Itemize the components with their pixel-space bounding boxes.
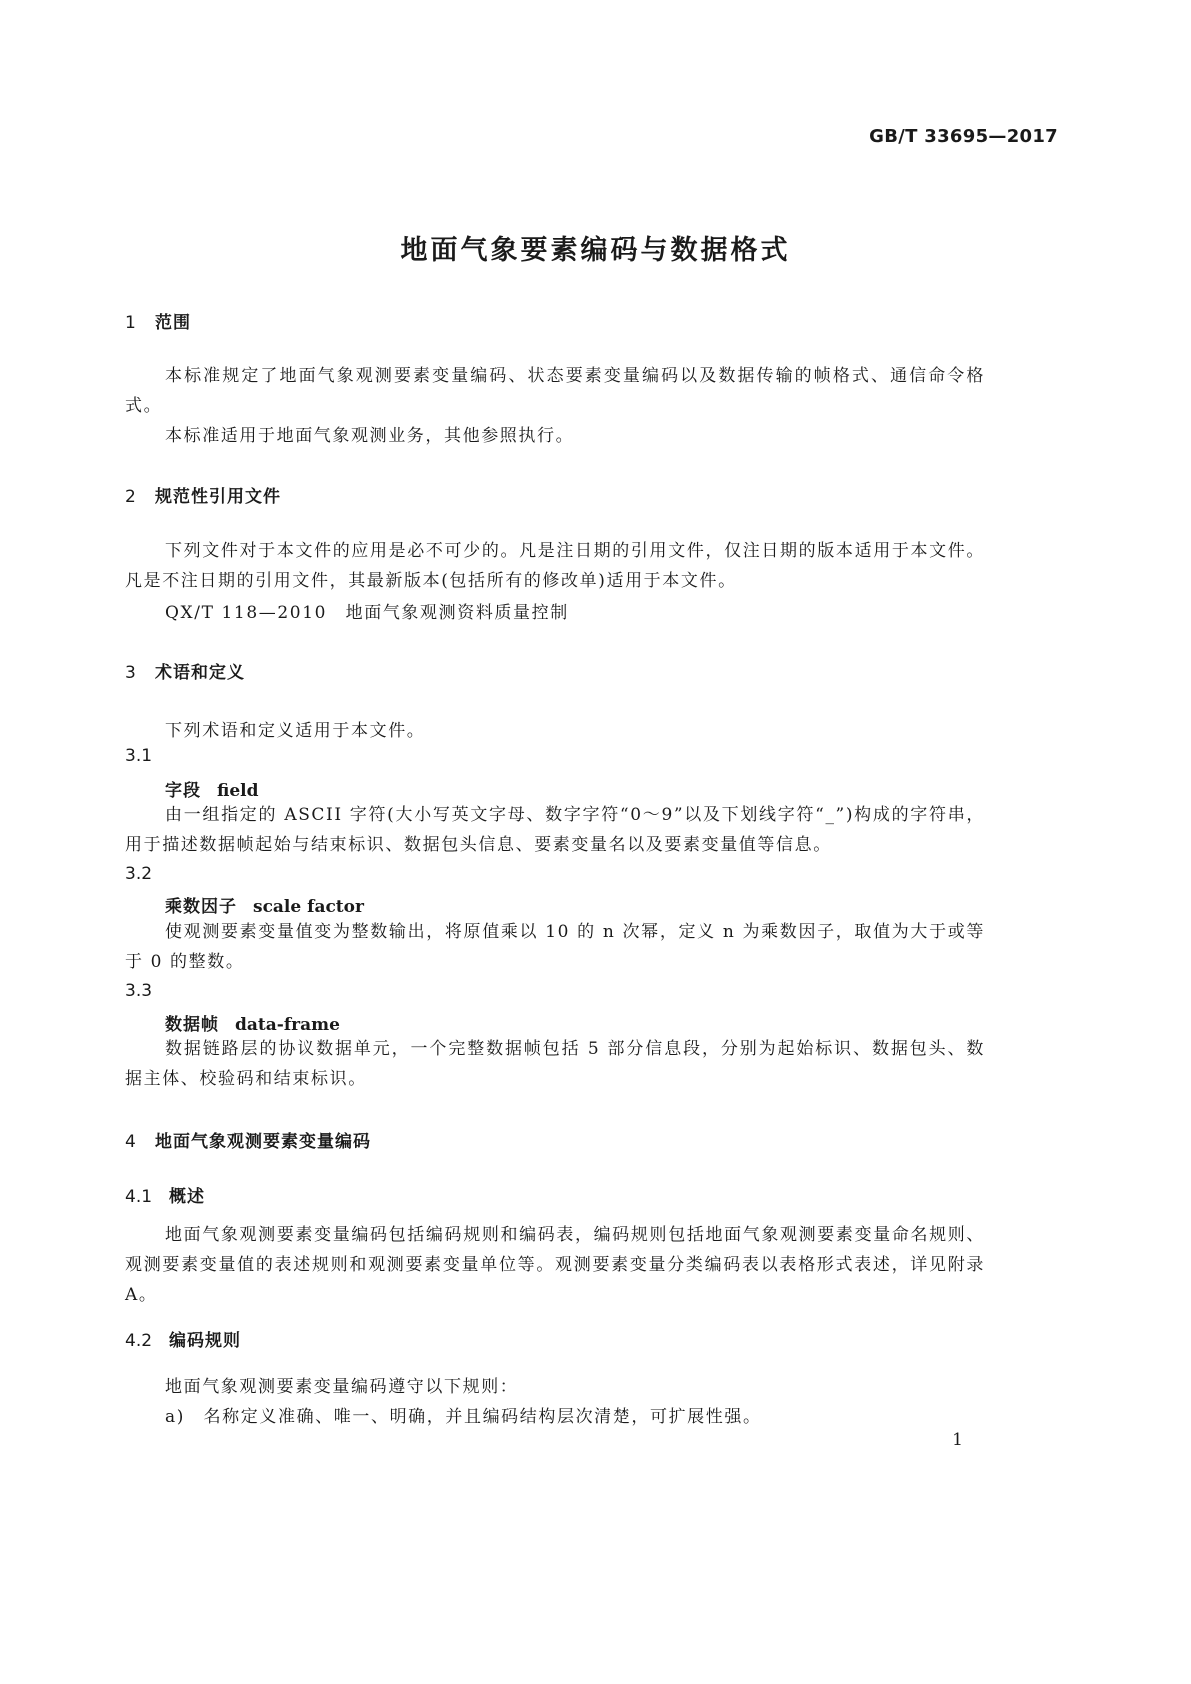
section-title: 地面气象观测要素变量编码: [155, 1132, 371, 1152]
term-chinese: 乘数因子: [165, 897, 237, 917]
subsection-number: 4.1: [125, 1187, 153, 1207]
term-heading: [165, 1010, 340, 1035]
normative-reference: QX/T 118—2010 地面气象观测资料质量控制: [165, 603, 569, 623]
page-number: 1: [952, 1430, 963, 1450]
section-title: 范围: [155, 313, 191, 333]
list-item-a: a) 名称定义准确、唯一、明确，并且编码结构层次清楚，可扩展性强。: [165, 1407, 762, 1427]
term-number: 3.1: [125, 746, 153, 766]
section-title: 术语和定义: [155, 663, 245, 683]
term-chinese: 字段: [165, 781, 201, 801]
subsection-4-1-paragraph: 地面气象观测要素变量编码包括编码规则和编码表，编码规则包括地面气象观测要素变量命名规则、观测要素变量值的表述规则和观测要素变量单位等。观测要素变量分类编码表以表格形式表述，详见附录 A。: [125, 1225, 985, 1305]
subsection-4-1-heading: [125, 1182, 205, 1207]
subsection-4-2-heading: [125, 1326, 241, 1351]
subsection-title: 概述: [169, 1187, 205, 1207]
term-english: scale factor: [253, 897, 364, 917]
section-3-heading: [125, 658, 245, 683]
section-1-heading: [125, 308, 191, 333]
term-number: 3.2: [125, 864, 153, 884]
section-number: 2: [125, 487, 136, 507]
subsection-4-2-intro: 地面气象观测要素变量编码遵守以下规则：: [165, 1377, 519, 1397]
document-title: 地面气象要素编码与数据格式: [400, 235, 791, 266]
section-4-heading: [125, 1127, 371, 1152]
section-number: 3: [125, 663, 136, 683]
term-number: 3.3: [125, 981, 153, 1001]
term-english: field: [217, 781, 259, 801]
section-1-paragraph-2: 本标准适用于地面气象观测业务，其他参照执行。: [165, 426, 575, 446]
term-definition: 数据链路层的协议数据单元，一个完整数据帧包括 5 部分信息段，分别为起始标识、数据包头、数据主体、校验码和结束标识。: [125, 1039, 985, 1089]
section-number: 4: [125, 1132, 136, 1152]
section-3-intro: 下列术语和定义适用于本文件。: [165, 721, 426, 741]
term-heading: [165, 892, 364, 917]
term-definition: 使观测要素变量值变为整数输出，将原值乘以 10 的 n 次幂，定义 n 为乘数因子，取值为大于或等于 0 的整数。: [125, 922, 985, 972]
section-2-paragraph-1: 下列文件对于本文件的应用是必不可少的。凡是注日期的引用文件，仅注日期的版本适用于本文件。凡是不注日期的引用文件，其最新版本(包括所有的修改单)适用于本文件。: [125, 541, 985, 591]
section-number: 1: [125, 313, 136, 333]
subsection-title: 编码规则: [169, 1331, 241, 1351]
section-1-paragraph-1: 本标准规定了地面气象观测要素变量编码、状态要素变量编码以及数据传输的帧格式、通信命令格式。: [125, 366, 985, 416]
subsection-number: 4.2: [125, 1331, 153, 1351]
standard-number: GB/T 33695—2017: [869, 126, 1058, 147]
section-title: 规范性引用文件: [155, 487, 281, 507]
section-2-heading: [125, 482, 281, 507]
term-definition: 由一组指定的 ASCII 字符(大小写英文字母、数字字符“0～9”以及下划线字符“_”)构成的字符串，用于描述数据帧起始与结束标识、数据包头信息、要素变量名以及要素变量值等信息。: [125, 805, 985, 855]
term-chinese: 数据帧: [165, 1015, 219, 1035]
term-heading: [165, 776, 259, 801]
term-english: data-frame: [235, 1015, 340, 1035]
